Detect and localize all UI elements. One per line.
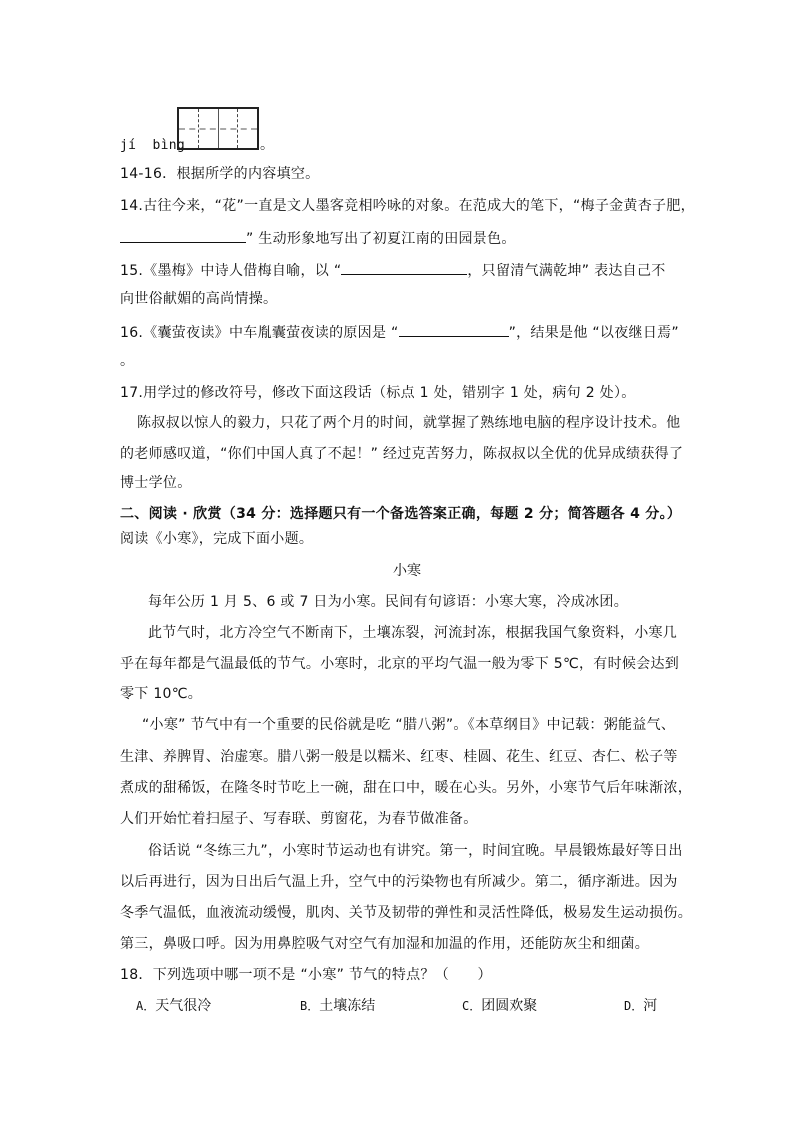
q14-line1: 14.古往今来，“花”一直是文人墨客竞相吟咏的对象。在范成大的笔下，“梅子金黄杏子肥， [120,198,695,214]
section-14-16-heading: 14-16．根据所学的内容填空。 [120,166,320,182]
option-text: 河 [643,998,658,1014]
q17-prompt: 17.用学过的修改符号，修改下面这段话（标点 1 处，错别字 1 处，病句 2 处）。 [120,385,636,401]
option-text: 天气很冷 [155,998,212,1014]
section-2-heading: 二、阅读 · 欣赏（34 分：选择题只有一个备选答案正确，每题 2 分；简答题各 4 分。） [120,506,682,522]
article-p3-line-4: 人们开始忙着扫屋子、写春联、剪窗花，为春节做准备。 [120,811,478,827]
grid-vertical-guide-right [237,109,238,148]
q18-option-c[interactable] [462,997,537,1015]
option-text: 团圆欢聚 [481,998,538,1014]
q16-line1 [120,322,679,340]
article-p2-line-2: 乎在每年都是气温最低的节气。小寒时，北京的平均气温一般为零下 5℃，有时候会达到 [120,656,680,672]
q16-line1-tail: ”，结果是他 “以夜继日焉” [508,325,679,341]
article-title: 小寒 [393,563,421,579]
option-text: 土壤冻结 [319,998,376,1014]
pinyin-text: jí bìng [120,138,186,153]
pinyin-line [120,136,185,154]
article-p2-line-1: 此节气时，北方冷空气不断南下，土壤冻裂，河流封冻，根据我国气象资料，小寒几 [148,625,678,641]
q15-line1-tail: ，只留清气满乾坤” 表达自己不 [467,263,666,279]
q17-paragraph-line-2: 的老师感叹道，“你们中国人真了不起！” 经过克苦努力，陈叔叔以全优的优异成绩获得了 [120,446,684,462]
article-p4-line-2: 以后再进行，因为日出后气温上升，空气中的污染物也有所减少。第二，循序渐进。因为 [120,874,678,890]
q18-prompt: 18．下列选项中哪一项不是 “小寒” 节气的特点？（ ） [120,967,492,983]
article-p4-line-4: 第三，鼻吸口呼。因为用鼻腔吸气对空气有加湿和加温的作用，还能防灰尘和细菌。 [120,936,650,952]
q14-line2-tail: ” 生动形象地写出了初夏江南的田园景色。 [246,231,516,247]
q15-line1-head: 15.《墨梅》中诗人借梅自喻，以 “ [120,263,342,279]
article-p1-line-1: 每年公历 1 月 5、6 或 7 日为小寒。民间有句谚语：小寒大寒，冷成冰团。 [148,594,629,610]
q17-paragraph-line-1: 陈叔叔以惊人的毅力，只花了两个月的时间，就掌握了熟练地电脑的程序设计技术。他 [137,415,681,431]
option-letter: B． [300,999,320,1013]
article-p3-line-1: “小寒” 节气中有一个重要的民俗就是吃 “腊八粥”。《本草纲目》中记载：粥能益气、 [142,717,676,733]
section-2-instruction: 阅读《小寒》，完成下面小题。 [120,531,314,547]
article-p4-line-1: 俗话说 “冬练三九”，小寒时节运动也有讲究。第一，时间宜晚。早晨锻炼最好等日出 [148,843,683,859]
grid-vertical-guide-left [198,109,199,148]
option-letter: C． [462,999,482,1013]
option-letter: D． [624,999,644,1013]
q17-paragraph-line-3: 博士学位。 [120,475,192,491]
q18-option-a[interactable] [136,997,211,1015]
q14-line2 [120,228,516,246]
q14-answer-blank[interactable] [120,228,246,243]
q18-option-d[interactable] [624,997,657,1015]
article-p4-line-3: 冬季气温低，血液流动缓慢，肌肉、关节及韧带的弹性和灵活性降低，极易发生运动损伤。 [120,905,692,921]
q15-line1 [120,260,666,278]
option-letter: A． [136,999,156,1013]
q16-line1-head: 16.《囊萤夜读》中车胤囊萤夜读的原因是 “ [120,325,399,341]
article-p3-line-2: 生津、养脾胃、治虚寒。腊八粥一般是以糯米、红枣、桂圆、花生、红豆、杏仁、松子等 [120,749,678,765]
q16-line2: 。 [120,353,135,369]
pinyin-tail-punct: 。 [260,137,275,153]
grid-cell-divider [218,109,219,148]
q16-answer-blank[interactable] [399,322,509,337]
article-p2-line-3: 零下 10℃。 [120,686,203,702]
article-p3-line-3: 煮成的甜稀饭，在隆冬时节吃上一碗，甜在口中，暖在心头。另外，小寒节气后年味渐浓， [120,780,692,796]
q15-answer-blank[interactable] [341,260,467,275]
character-writing-grid[interactable] [177,107,259,150]
q15-line2: 向世俗献媚的高尚情操。 [120,291,278,307]
q18-option-b[interactable] [300,997,375,1015]
